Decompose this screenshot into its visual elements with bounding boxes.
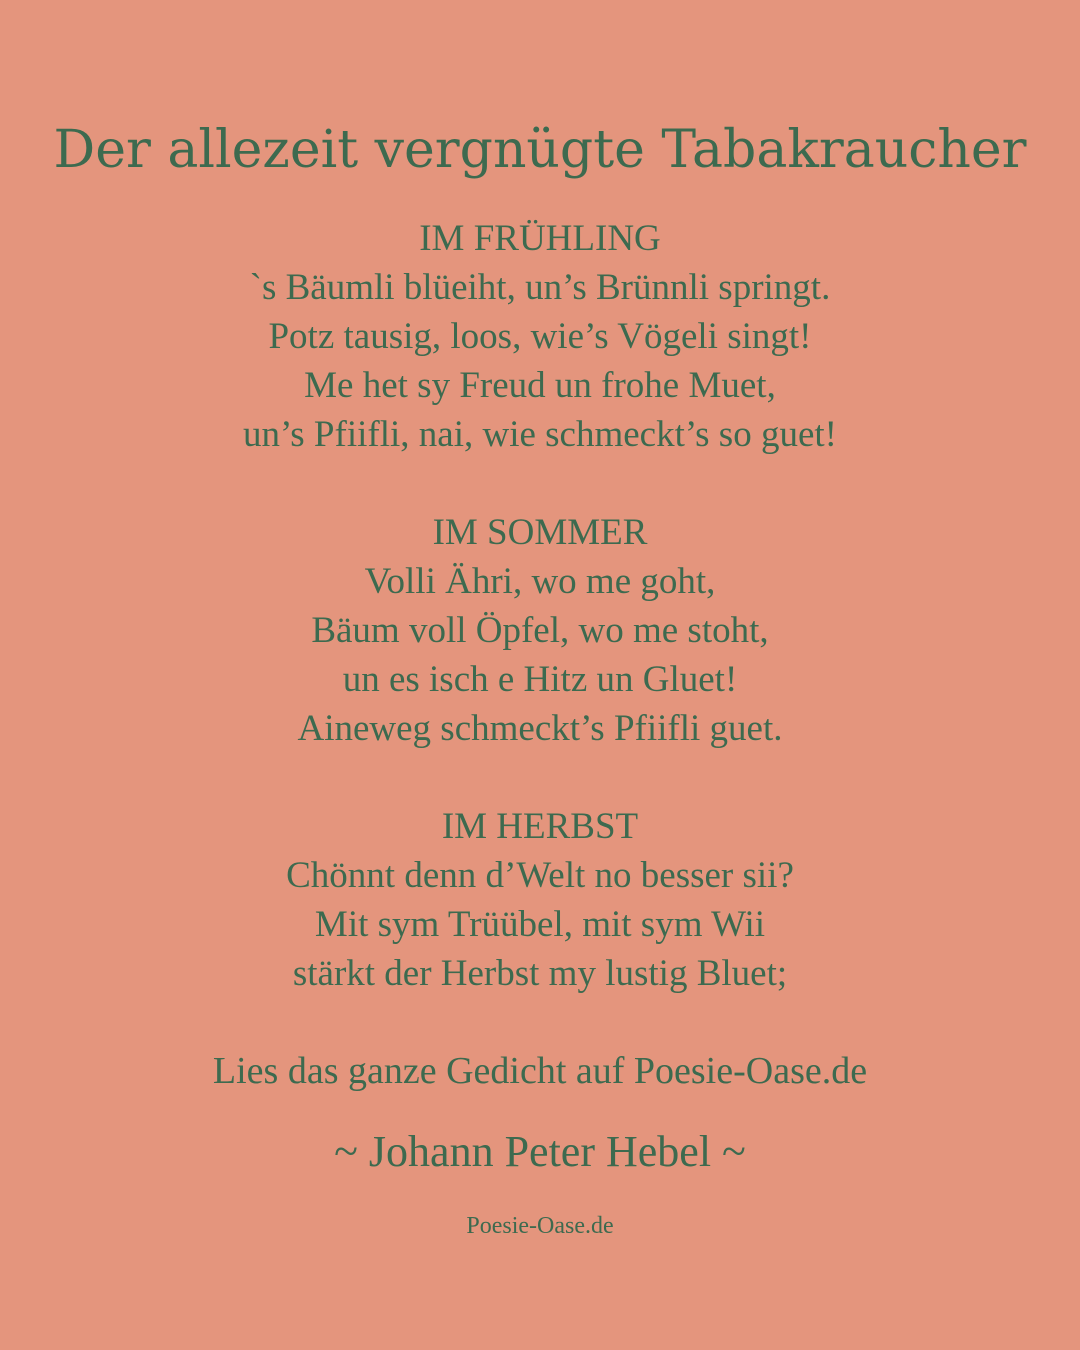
stanza-heading: IM HERBST xyxy=(441,806,639,847)
poem-line: stärkt der Herbst my lustig Bluet; xyxy=(292,953,788,994)
poem-line: Aineweg schmeckt’s Pfiifli guet. xyxy=(297,708,783,749)
poem-line: un es isch e Hitz un Gluet! xyxy=(342,659,738,700)
poem-line: Bäum voll Öpfel, wo me stoht, xyxy=(311,610,769,651)
poem-title: Der allezeit vergnügte Tabakraucher xyxy=(53,120,1027,180)
author-name: ~ Johann Peter Hebel ~ xyxy=(334,1127,746,1176)
read-more-text: Lies das ganze Gedicht auf Poesie-Oase.de xyxy=(212,1050,868,1092)
stanza-spacer xyxy=(0,753,1080,802)
site-watermark: Poesie-Oase.de xyxy=(466,1213,614,1239)
stanza-heading: IM SOMMER xyxy=(432,512,648,553)
poem-line: Chönnt denn d’Welt no besser sii? xyxy=(286,855,794,896)
stanza-heading: IM FRÜHLING xyxy=(419,218,661,259)
poem-line: Volli Ähri, wo me goht, xyxy=(364,561,716,602)
poem-line: Potz tausig, loos, wie’s Vögeli singt! xyxy=(268,316,812,357)
poem-line: Mit sym Trüübel, mit sym Wii xyxy=(314,904,766,945)
stanza-spring xyxy=(0,214,1080,459)
stanza-summer xyxy=(0,508,1080,753)
stanza-autumn xyxy=(0,802,1080,998)
stanza-spacer xyxy=(0,459,1080,508)
poem-line: Me het sy Freud un frohe Muet, xyxy=(304,365,776,406)
poem-body xyxy=(0,214,1080,998)
poem-line: un’s Pfiifli, nai, wie schmeckt’s so guet! xyxy=(243,414,837,455)
poem-line: `s Bäumli blüeiht, un’s Brünnli springt. xyxy=(249,267,831,308)
